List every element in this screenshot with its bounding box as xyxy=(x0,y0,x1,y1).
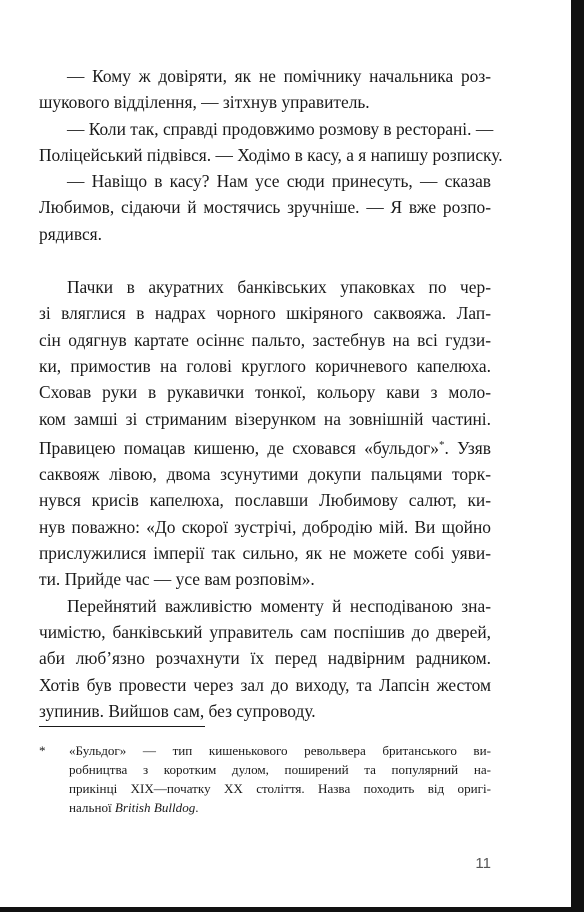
paragraph xyxy=(39,63,491,116)
text-fragment: нальної xyxy=(69,800,115,815)
italic-term: British Bulldog xyxy=(114,800,196,815)
paragraph xyxy=(39,274,491,593)
text-line: — Коли так, справді продовжимо розмову в ресторані. — xyxy=(67,118,494,139)
text-fragment: . Узяв xyxy=(444,437,491,458)
paragraph xyxy=(39,593,491,724)
section-break xyxy=(39,247,491,274)
text-line: аби люб’язно розчахнути їх перед надвірним радником. xyxy=(39,648,491,669)
footnote-mark: * xyxy=(39,743,46,758)
footnote-reference[interactable]: * xyxy=(439,438,445,451)
text-line: Сховав руки в рукавички тонкої, кольору кави з моло- xyxy=(39,382,491,403)
page-number: 11 xyxy=(475,855,491,872)
text-line: зупинив. Вийшов сам, без супроводу. xyxy=(39,700,316,721)
text-line: ком замші зі стриманим візерунком на зовнішній частині. xyxy=(39,408,491,429)
footnote-text xyxy=(69,741,491,817)
footnote-line xyxy=(69,798,491,817)
text-fragment: . xyxy=(195,800,199,815)
text-fragment: Правицею помацав кишеню, де сховався «бульдог» xyxy=(39,437,439,458)
footnote-line: «Бульдог» — тип кишенькового револьвера британського ви- xyxy=(69,743,491,758)
text-line: зі вляглися в надрах чорного шкіряного саквояжа. Лап- xyxy=(39,303,491,324)
text-line: чимістю, банківський управитель сам поспішив до дверей, xyxy=(39,621,491,642)
footnote xyxy=(39,741,491,817)
text-line: сін одягнув картате осіннє пальто, застебнув на всі гудзи- xyxy=(39,329,491,350)
text-line: — Кому ж довіряти, як не помічнику начальника роз- xyxy=(67,66,491,86)
footnote-line: робництва з коротким дулом, поширений та популярний на- xyxy=(69,762,491,777)
main-text xyxy=(39,63,503,724)
text-line: рядився. xyxy=(39,223,103,244)
text-line: Перейнятий важливістю моменту й несподіваною зна- xyxy=(67,595,491,616)
text-line: нувся крисів капелюха, пославши Любимову салют, ки- xyxy=(39,490,491,511)
text-line: ки, примостив на голові круглого коричневого капелюха. xyxy=(39,355,491,376)
text-line: Пачки в акуратних банківських упаковках по чер- xyxy=(67,277,491,298)
text-line: саквояж лівою, двома зсунутими докупи пальцями торк- xyxy=(39,464,491,485)
text-line: нув поважно: «До скорої зустрічі, добродію мій. Ви щойно xyxy=(39,516,491,537)
footnote-line: прикінці XIX—початку XX століття. Назва походить від оригі- xyxy=(69,781,491,796)
text-line: — Навіщо в касу? Нам усе сюди принесуть, — сказав xyxy=(67,171,491,192)
text-line-with-note xyxy=(39,432,491,461)
text-line: шукового відділення, — зітхнув управитель. xyxy=(39,92,370,113)
text-line: ти. Прийде час — усе вам розповім». xyxy=(39,569,315,590)
footnote-divider xyxy=(39,726,205,727)
paragraph xyxy=(39,116,503,169)
paragraph xyxy=(39,168,491,247)
text-line: Хотів був провести через зал до виходу, та Лапсін жестом xyxy=(39,674,491,695)
text-line: Поліцейський підвівся. — Ходімо в касу, а я напишу розписку. xyxy=(39,144,503,165)
text-line: Любимов, сідаючи й мостячись зручніше. — Я вже розпо- xyxy=(39,197,491,218)
text-line: прислужилися імперії так сильно, як не можете собі уяви- xyxy=(39,543,491,564)
